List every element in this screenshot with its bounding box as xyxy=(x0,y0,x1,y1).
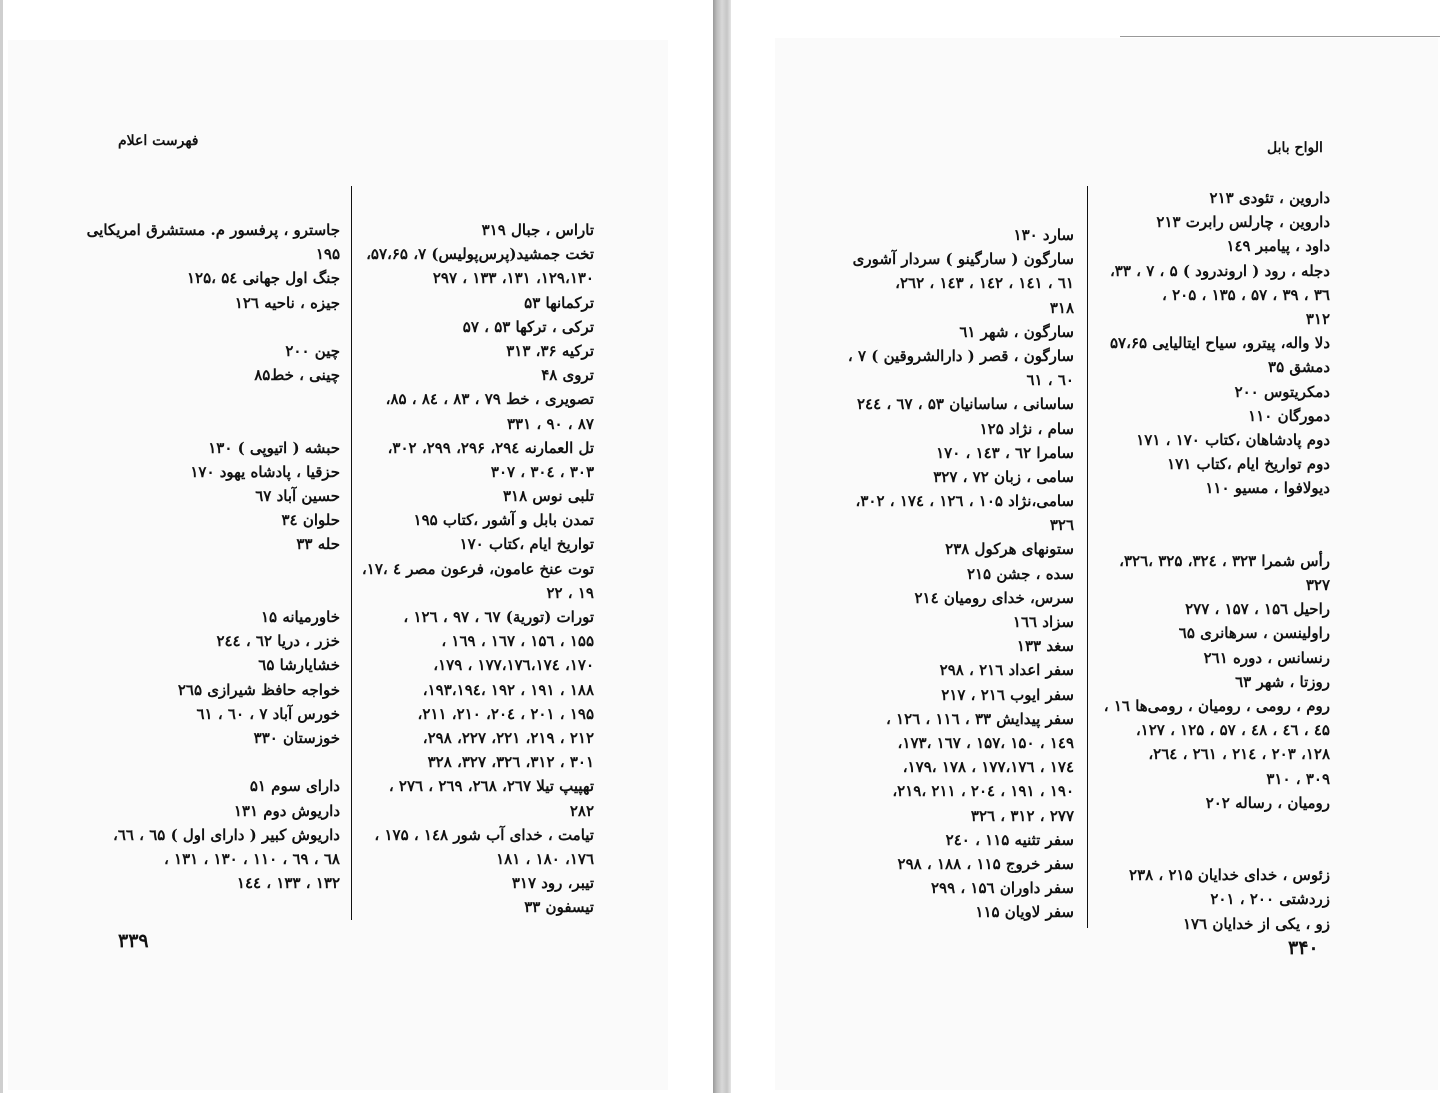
index-entry xyxy=(100,750,340,774)
right-page-right-column xyxy=(1094,186,1330,936)
index-entry: ۱۲۸، ۲۰۳ ، ۲۱٤ ، ۲٦۱ ، ۲٦٤، xyxy=(1148,745,1330,764)
index-entry: چینی ، خط۸۵ xyxy=(254,366,340,385)
index-entry xyxy=(100,412,340,436)
index-entry: سامی،نژاد ۱۰۵ ، ۱۲٦ ، ۱۷٤ ، ۳۰۲، xyxy=(855,492,1074,511)
index-entry: دیولافوا ، مسیو ۱۱۰ xyxy=(1205,479,1330,498)
index-entry: ۱٤۹ ، ۱۵۰ ،۱۵۷ ، ۱٦۷ ،۱۷۳، xyxy=(897,733,1074,752)
index-entry: حله ۳۳ xyxy=(296,535,340,554)
right-page-left-column xyxy=(838,223,1074,924)
index-entry: ترکیه ۳۶، ۳۱۳ xyxy=(506,341,594,360)
index-entry: دلا واله، پیترو، سیاح ایتالیایی ۵۷،۶۵ xyxy=(1109,334,1330,353)
left-page-right-column xyxy=(358,218,594,919)
index-entry: جیزه ، ناحیه ۱۲٦ xyxy=(234,293,340,312)
index-entry: دارای سوم ۵۱ xyxy=(249,777,340,796)
index-entry: سام ، نژاد ۱۲۵ xyxy=(979,419,1074,438)
index-entry: خشایارشا ٦۵ xyxy=(258,656,340,675)
index-entry: ۸۷ ، ۹۰ ، ۳۳۱ xyxy=(506,414,594,433)
index-entry: سفر ایوب ۲۱٦ ، ۲۱۷ xyxy=(941,685,1074,704)
index-entry: روزتا ، شهر ٦۳ xyxy=(1235,672,1330,691)
index-entry: داروین ، تئودی ۲۱۳ xyxy=(1209,189,1330,207)
index-entry: ۳۰۱ ، ۳۱۲، ۳۲٦، ۳۲۷، ۳۲۸ xyxy=(427,753,594,772)
index-entry xyxy=(1094,815,1330,839)
index-entry: رنسانس ، دوره ۲٦۱ xyxy=(1203,648,1330,667)
index-entry: خاورمیانه ۱۵ xyxy=(260,608,340,626)
index-entry: سارگون ، قصر ( دارالشروقین ) ۷ ، xyxy=(847,346,1074,365)
index-entry: سده ، جشن ۲۱۵ xyxy=(966,564,1074,583)
index-entry: تواریخ ایام ،کتاب ۱۷۰ xyxy=(459,535,594,554)
index-entry: سغد ۱۳۳ xyxy=(1016,637,1074,656)
index-entry: ستونهای هرکول ۲۳۸ xyxy=(945,540,1074,559)
left-page-left-column xyxy=(86,218,340,895)
index-entry: سفر تثنیه ۱۱۵ ، ۲٤۰ xyxy=(945,830,1074,849)
index-entry xyxy=(1094,839,1330,863)
index-entry: ۳۰۳ ، ۳۰٤ ، ۳۰۷ xyxy=(490,462,594,481)
index-entry: زردشتی ۲۰۰ ، ۲۰۱ xyxy=(1210,890,1330,909)
index-entry: تورات (تورية) ٦۷ ، ۹۷ ، ۱۲٦ ، xyxy=(403,608,594,626)
index-entry: تمدن بابل و آشور ،کتاب ۱۹۵ xyxy=(413,511,594,530)
index-entry: سفر داوران ۱۵٦ ، ۲۹۹ xyxy=(930,879,1074,898)
index-entry: زئوس ، خدای خدایان ۲۱۵ ، ۲۳۸ xyxy=(1129,866,1330,885)
index-entry: رأس شمرا ۳۲۳ ، ۳۲٤، ۳۲۵ ،۳۲٦، xyxy=(1119,551,1330,570)
index-entry: ۲۱۲ ، ۲۱۹، ۲۲۱، ۲۲۷، ۲۹۸، xyxy=(422,728,594,747)
index-entry: حسین آباد ٦۷ xyxy=(255,487,340,506)
index-entry: داریوش دوم ۱۳۱ xyxy=(233,801,340,820)
index-entry: خزر ، دریا ٦۲ ، ۲٤٤ xyxy=(216,632,340,651)
left-page-header: فهرست اعلام xyxy=(118,133,199,149)
index-entry: دمکریتوس ۲۰۰ xyxy=(1234,382,1330,401)
index-entry xyxy=(100,557,340,581)
index-entry: ۱۵۵ ، ۱۵٦ ، ۱٦۷ ، ۱٦۹ ، xyxy=(441,632,594,651)
index-entry: ۳٦ ، ۳۹ ، ۵۷ ، ۱۳۵ ، ۲۰۵ ، xyxy=(1162,285,1330,304)
index-entry: سامرا ٦۲ ، ۱٤۳ ، ۱۷۰ xyxy=(936,443,1074,462)
index-entry: تیسفون ۳۳ xyxy=(524,898,594,917)
index-entry: خورس آباد ۷ ، ٦۰ ، ٦۱ xyxy=(196,704,340,723)
index-entry: چین ۲۰۰ xyxy=(285,341,340,360)
index-entry: دمشق ۳۵ xyxy=(1268,358,1330,377)
index-entry: دوم تواریخ ایام ،کتاب ۱۷۱ xyxy=(1167,455,1330,474)
index-entry: ٤۵ ، ٤٦ ، ٤۸ ، ۵۷ ، ۱۲۵ ، ۱۲۷، xyxy=(1135,721,1330,740)
index-entry xyxy=(100,315,340,339)
left-page-number: ۳۳۹ xyxy=(118,930,149,952)
index-entry: دوم پادشاهان ،کتاب ۱۷۰ ، ۱۷۱ xyxy=(1136,430,1330,449)
index-entry: ۱۷٤ ، ۱۷٦،۱۷۷ ، ۱۷۸ ،۱۷۹، xyxy=(902,758,1074,777)
index-entry xyxy=(1094,525,1330,549)
index-entry: سارگون ، شهر ٦۱ xyxy=(959,322,1074,341)
left-column-divider xyxy=(351,186,352,920)
index-entry: روم ، رومی ، رومیان ، رومی‌ها ۱٦ ، xyxy=(1103,696,1330,715)
index-entry: دمورگان ۱۱۰ xyxy=(1248,406,1330,425)
index-entry: ساسانی ، ساسانیان ۵۳ ، ٦۷ ، ۲٤٤ xyxy=(856,395,1074,414)
index-entry: ۱۸۸ ، ۱۹۱ ، ۱۹۲ ،۱۹۳،۱۹٤، xyxy=(422,680,594,699)
index-entry: ۲۷۷ ، ۳۱۲ ، ۳۲٦ xyxy=(970,806,1074,825)
index-entry: داریوش کبیر ( دارای اول ) ٦۵ ، ٦٦، xyxy=(112,825,340,844)
right-page-number: ۳۴۰ xyxy=(1288,937,1319,959)
index-entry: ترکی ، ترکها ۵۳ ، ۵۷ xyxy=(462,317,594,336)
index-entry: ۱۹ ، ۲۲ xyxy=(546,583,594,602)
index-entry: ۱۹۰ ، ۱۹۱ ، ۲۰٤ ، ۲۱۱ ،۲۱۹، xyxy=(892,782,1074,801)
index-entry: تاراس ، جبال ۳۱۹ xyxy=(481,221,594,239)
index-entry: خوزستان ۳۳۰ xyxy=(253,728,340,747)
index-entry: ٦۱ ، ۱٤۱ ، ۱٤۲ ، ۱٤۳ ، ۲٦۲، xyxy=(895,274,1074,293)
index-entry: سفر لاویان ۱۱۵ xyxy=(975,903,1074,922)
index-entry: زو ، یکی از خدایان ۱۷٦ xyxy=(1182,914,1330,933)
index-entry: ۳۱۸ xyxy=(1049,298,1074,317)
index-entry: ۳۰۹ ، ۳۱۰ xyxy=(1266,769,1330,788)
index-entry: ۱۲۹،۱۳۰، ۱۳۱، ۱۳۳ ، ۲۹۷ xyxy=(432,269,594,288)
index-entry: ۱۹۵ ، ۲۰۱ ، ۲۰٤، ۲۱۰، ۲۱۱، xyxy=(417,704,594,723)
index-entry: ۱۳۲ ، ۱۳۳ ، ۱٤٤ xyxy=(236,874,340,893)
index-entry: ۳۱۲ xyxy=(1305,309,1330,328)
index-entry: رومیان ، رساله ۲۰۲ xyxy=(1205,793,1330,812)
index-entry: دجله ، رود ( اروندرود ) ۵ ، ۷ ، ۳۳، xyxy=(1109,261,1330,280)
index-entry: سرس، خدای رومیان ۲۱٤ xyxy=(914,588,1074,607)
right-page-header: الواح بابل xyxy=(1267,140,1323,156)
index-entry: ۳۲٦ xyxy=(1049,516,1074,535)
index-entry: راولینسن ، سرهانری ٦۵ xyxy=(1178,624,1330,643)
index-entry: حبشه ( اتیوپی ) ۱۳۰ xyxy=(208,438,340,457)
right-column-divider xyxy=(1087,186,1088,928)
index-entry: ۱۷۰، ۱۷٤،۱۷٦،۱۷۷ ، ۱۷۹، xyxy=(433,656,594,675)
index-entry: ٦۸ ، ٦۹ ، ۱۱۰ ، ۱۳۰ ، ۱۳۱ ، xyxy=(163,849,340,868)
index-entry: تل العمارنه ۲۹٤، ۲۹۶، ۲۹۹، ۳۰۲، xyxy=(387,438,594,457)
index-entry: ۱۷٦، ۱۸۰ ، ۱۸۱ xyxy=(496,849,594,868)
index-entry: تیبر، رود ۳۱۷ xyxy=(511,874,594,893)
index-entry: جاسترو ، پرفسور م. مستشرق امریکایی xyxy=(86,221,340,239)
index-entry: سفر اعداد ۲۱٦ ، ۲۹۸ xyxy=(939,661,1074,680)
index-entry: ۲۸۲ xyxy=(569,801,594,820)
index-entry: سامی ، زبان ۷۲ ، ۳۲۷ xyxy=(933,467,1074,486)
index-entry: سارگون ( سارگینو ) سردار آشوری xyxy=(852,250,1074,269)
index-entry xyxy=(100,581,340,605)
index-entry: ترکمانها ۵۳ xyxy=(524,293,594,312)
index-entry: جنگ اول جهانی ۵٤ ،۱۲۵ xyxy=(186,269,340,288)
index-entry: تیامت ، خدای آب شور ۱٤۸ ، ۱۷۵ ، xyxy=(374,825,594,844)
index-entry: خواجه حافظ شیرازی ۲٦۵ xyxy=(177,680,340,699)
index-entry: راحیل ۱۵٦ ، ۱۵۷ ، ۲۷۷ xyxy=(1185,600,1330,619)
index-entry: سفر خروج ۱۱۵ ، ۱۸۸ ، ۲۹۸ xyxy=(897,854,1074,873)
index-entry: ٦۰ ، ٦۱ xyxy=(1026,371,1074,390)
index-entry: سفر پیدایش ۳۳ ، ۱۱٦ ، ۱۲٦ ، xyxy=(885,709,1074,728)
index-entry: تلبی نوس ۳۱۸ xyxy=(502,487,594,506)
index-entry: توت عنخ عامون، فرعون مصر ٤ ،۱۷، xyxy=(361,559,594,578)
book-gutter xyxy=(713,0,731,1093)
index-entry xyxy=(1094,500,1330,524)
index-entry: داود ، پیامبر ۱٤۹ xyxy=(1226,237,1330,256)
index-entry: تخت جمشید(پرس‌پولیس) ۷، ۵۷،۶۵، xyxy=(366,245,594,264)
index-entry: تروی ۴۸ xyxy=(541,366,594,385)
index-entry: تهپیپ تیلا ۲٦۷، ۲٦۸، ۲٦۹ ، ۲۷٦ ، xyxy=(388,777,594,796)
left-page-edge xyxy=(0,0,3,1093)
index-entry: سزاد ۱٦٦ xyxy=(1012,613,1074,631)
index-entry: حلوان ۳٤ xyxy=(281,511,340,530)
index-entry xyxy=(100,387,340,411)
index-entry: تصویری ، خط ۷۹ ، ۸۳ ، ۸٤ ، ۸۵، xyxy=(385,390,594,409)
index-entry: ۱۹۵ xyxy=(315,245,340,264)
index-entry: داروین ، چارلس رابرت ۲۱۳ xyxy=(1156,213,1330,232)
index-entry: حزقیا ، پادشاه یهود ۱۷۰ xyxy=(190,462,340,481)
top-rule xyxy=(1120,36,1440,37)
index-entry: ۳۲۷ xyxy=(1305,576,1330,594)
index-entry: سارد ۱۳۰ xyxy=(1013,226,1074,244)
